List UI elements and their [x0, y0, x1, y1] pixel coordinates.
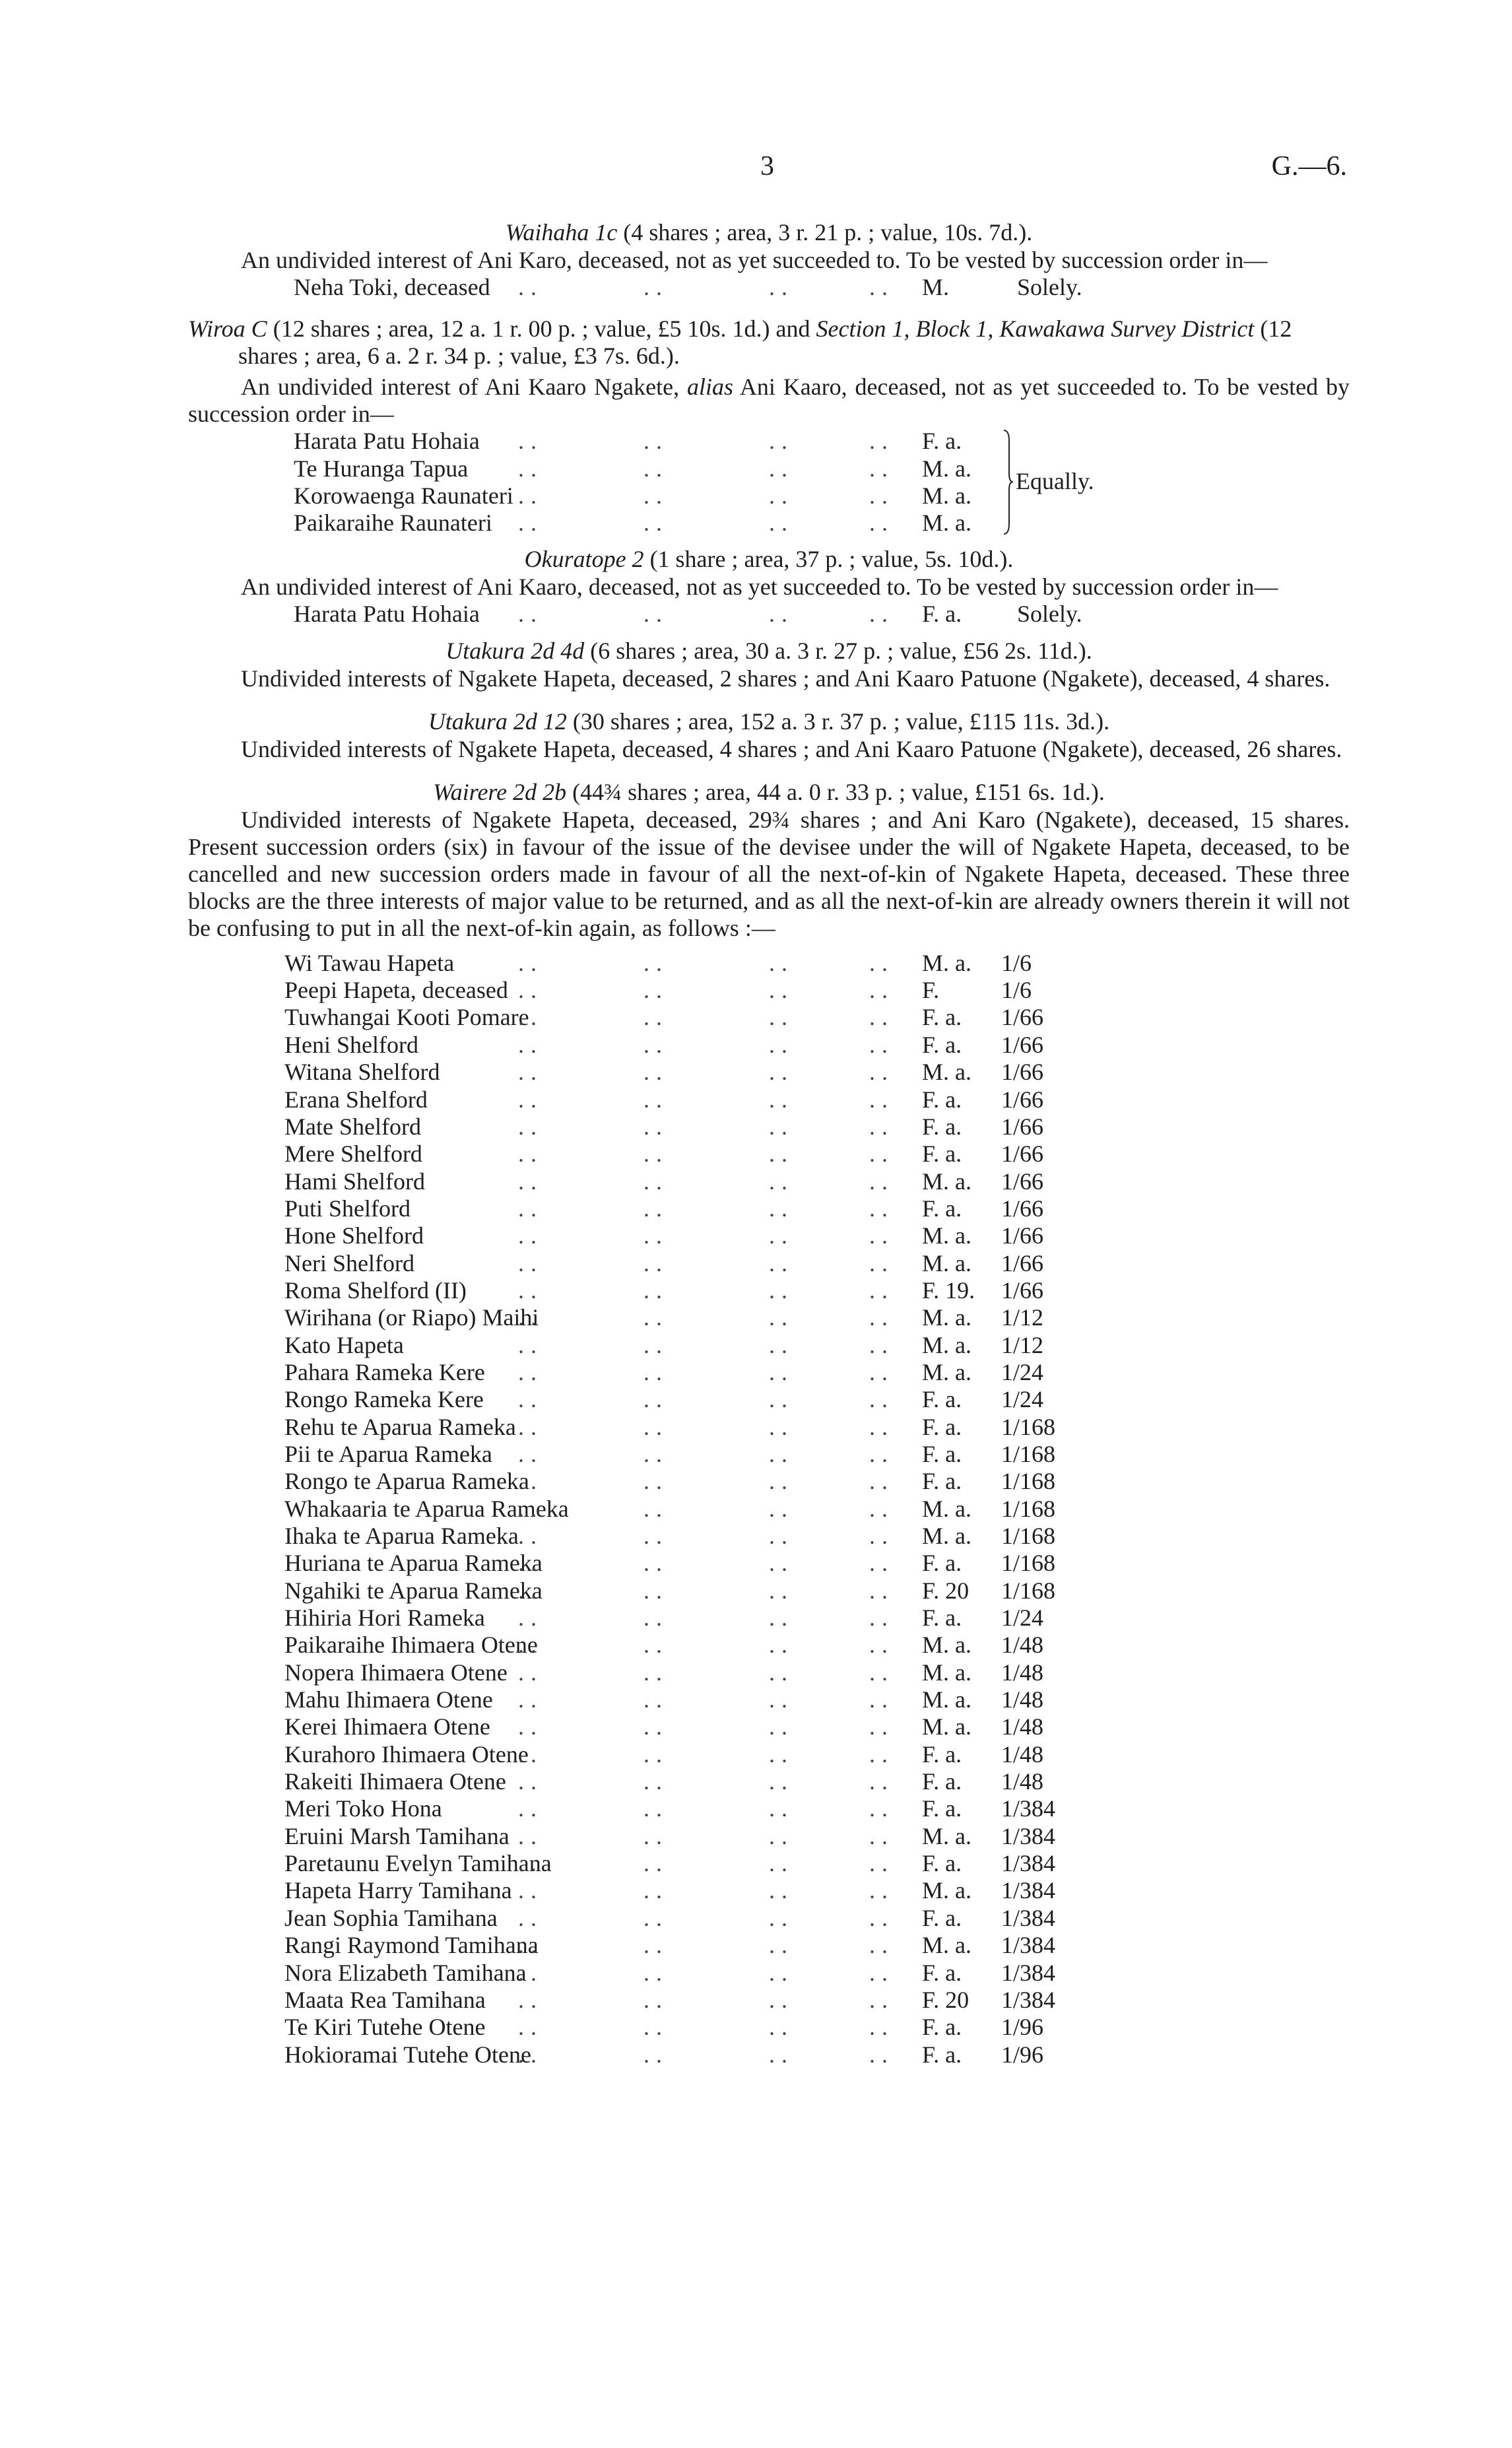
leader-dots: .. .. .. ..: [518, 1413, 894, 1440]
utakura-4d-text: Undivided interests of Ngakete Hapeta, deceased, 2 shares ; and Ani Kaaro Patuone (Ngakete), deceased, 4 shares.: [241, 665, 1331, 692]
kin-share: 1/384: [1001, 1932, 1056, 1959]
table-row: [188, 1659, 1350, 1686]
kin-share: 1/48: [1001, 1768, 1044, 1795]
kin-name: Ngahiki te Aparua Rameka: [284, 1577, 542, 1604]
kin-sex: M. a.: [922, 1495, 971, 1522]
kin-sex: F. a.: [922, 1740, 962, 1768]
table-row: [188, 1086, 1350, 1113]
kin-sex: F. a.: [922, 1195, 962, 1222]
kin-name: Ihaka te Aparua Rameka: [284, 1523, 519, 1549]
kin-name: Nora Elizabeth Tamihana: [284, 1959, 527, 1986]
kin-name: Neri Shelford: [284, 1249, 414, 1276]
kin-sex: F. a.: [922, 1141, 962, 1168]
kin-share: 1/66: [1001, 1249, 1044, 1276]
kin-name: Erana Shelford: [284, 1086, 428, 1113]
block-name: Waihaha 1c: [505, 219, 618, 246]
table-row: [188, 1359, 1350, 1386]
leader-dots: .. .. .. ..: [518, 1904, 894, 1931]
wiroa-text-1: An undivided interest of Ani Kaaro Ngakete,: [241, 374, 687, 401]
successor-name: Te Huranga Tapua: [294, 455, 469, 482]
successor-sex: F. a.: [922, 428, 962, 455]
kin-name: Jean Sophia Tamihana: [284, 1904, 498, 1931]
kin-sex: F. a.: [922, 1904, 962, 1931]
kin-share: 1/66: [1001, 1168, 1044, 1195]
table-row: [188, 1468, 1350, 1495]
kin-share: 1/66: [1001, 1059, 1044, 1086]
leader-dots: .. .. .. ..: [518, 428, 894, 455]
kin-sex: F. a.: [922, 1850, 962, 1877]
kin-name: Te Kiri Tutehe Otene: [284, 2014, 486, 2041]
share-note: Equally.: [1016, 468, 1094, 495]
okuratope-heading: [188, 545, 1350, 574]
kin-sex: M. a.: [922, 1713, 971, 1740]
table-row: [188, 1004, 1350, 1031]
table-row: [188, 1850, 1350, 1877]
kin-sex: F. a.: [922, 1113, 962, 1140]
kin-share: 1/12: [1001, 1331, 1044, 1358]
kin-name: Kato Hapeta: [284, 1331, 404, 1358]
table-row: [188, 950, 1350, 977]
kin-share: 1/24: [1001, 1386, 1044, 1413]
kin-name: Hokioramai Tutehe Otene: [284, 2041, 531, 2068]
table-row: [188, 1304, 1350, 1331]
leader-dots: .. .. .. ..: [518, 455, 894, 482]
kin-share: 1/48: [1001, 1632, 1044, 1659]
kin-sex: F. a.: [922, 1468, 962, 1495]
kin-name: Pahara Rameka Kere: [284, 1358, 485, 1385]
block-details: (44¾ shares ; area, 44 a. 0 r. 33 p. ; value, £151 6s. 1d.).: [566, 778, 1105, 805]
page-number: 3: [760, 151, 774, 182]
successor-name: Harata Patu Hohaia: [294, 428, 480, 455]
table-row: [188, 1141, 1350, 1168]
kin-share: 1/12: [1001, 1304, 1044, 1331]
kin-sex: F. a.: [922, 1004, 962, 1031]
table-row: [188, 2041, 1350, 2068]
wiroa-text-2: Ani Kaaro, deceased, not as yet succeeded to. To be vested by succession order in—: [188, 374, 1350, 428]
kin-name: Mere Shelford: [284, 1141, 422, 1168]
kin-share: 1/48: [1001, 1686, 1044, 1713]
successor-row: [188, 274, 1350, 301]
table-row: [188, 1987, 1350, 2014]
kin-sex: M. a.: [922, 1659, 971, 1686]
kin-sex: M. a.: [922, 1222, 971, 1249]
table-row: [188, 1795, 1350, 1822]
table-row: [188, 1523, 1350, 1550]
kin-sex: F. a.: [922, 1959, 962, 1986]
successor-row: [188, 510, 1350, 537]
kin-share: 1/384: [1001, 1877, 1056, 1904]
table-row: [188, 1604, 1350, 1632]
kin-share: 1/6: [1001, 949, 1032, 976]
successor-sex: F. a.: [922, 601, 962, 628]
kin-name: Kurahoro Ihimaera Otene: [284, 1740, 529, 1768]
successor-share: Solely.: [1017, 274, 1082, 300]
table-row: [188, 1168, 1350, 1195]
leader-dots: .. .. .. ..: [518, 1604, 894, 1632]
table-row: [188, 1632, 1350, 1659]
kin-sex: M. a.: [922, 1304, 971, 1331]
successor-sex: M. a.: [922, 482, 971, 509]
kin-share: 1/66: [1001, 1276, 1044, 1304]
leader-dots: .. .. .. ..: [518, 1986, 894, 2013]
leader-dots: .. .. .. ..: [518, 2014, 894, 2041]
kin-name: Hami Shelford: [284, 1168, 425, 1195]
leader-dots: .. .. .. ..: [518, 1713, 894, 1740]
kin-share: 1/384: [1001, 1850, 1056, 1877]
kin-name: Eruini Marsh Tamihana: [284, 1822, 509, 1849]
kin-sex: M. a.: [922, 1877, 971, 1904]
kin-share: 1/384: [1001, 1959, 1056, 1986]
next-of-kin-list: [188, 950, 1350, 2068]
leader-dots: .. .. .. ..: [518, 1632, 894, 1659]
table-row: [188, 1686, 1350, 1713]
kin-share: 1/168: [1001, 1413, 1056, 1440]
kin-share: 1/168: [1001, 1495, 1056, 1522]
kin-name: Meri Toko Hona: [284, 1795, 442, 1822]
leader-dots: .. .. .. ..: [518, 1822, 894, 1849]
kin-share: 1/168: [1001, 1577, 1056, 1604]
kin-name: Puti Shelford: [284, 1195, 411, 1222]
leader-dots: .. .. .. ..: [518, 510, 894, 537]
leader-dots: .. .. .. ..: [518, 1386, 894, 1413]
table-row: [188, 1577, 1350, 1604]
table-row: [188, 1250, 1350, 1277]
block-details: (1 share ; area, 37 p. ; value, 5s. 10d.).: [643, 546, 1014, 573]
kin-sex: F. 19.: [922, 1276, 975, 1304]
successor-row: [188, 601, 1350, 628]
kin-share: 1/168: [1001, 1523, 1056, 1549]
kin-sex: F. a.: [922, 1031, 962, 1058]
kin-sex: M. a.: [922, 1331, 971, 1358]
kin-name: Rongo Rameka Kere: [284, 1386, 484, 1413]
kin-share: 1/66: [1001, 1086, 1044, 1113]
kin-name: Paretaunu Evelyn Tamihana: [284, 1850, 552, 1877]
table-row: [188, 1113, 1350, 1141]
kin-share: 1/168: [1001, 1440, 1056, 1467]
kin-share: 1/48: [1001, 1740, 1044, 1768]
table-row: [188, 1550, 1350, 1577]
leader-dots: .. .. .. ..: [518, 1249, 894, 1276]
kin-sex: F. a.: [922, 1604, 962, 1632]
kin-name: Witana Shelford: [284, 1059, 440, 1086]
kin-sex: M. a.: [922, 1523, 971, 1549]
kin-name: Roma Shelford (II): [284, 1276, 467, 1304]
kin-name: Kerei Ihimaera Otene: [284, 1713, 490, 1740]
table-row: [188, 1823, 1350, 1850]
okuratope-text: An undivided interest of Ani Kaaro, deceased, not as yet succeeded to. To be vested by succession order in—: [241, 574, 1278, 601]
kin-share: 1/168: [1001, 1550, 1056, 1577]
kin-share: 1/48: [1001, 1659, 1044, 1686]
waihaha-heading: [188, 218, 1350, 247]
kin-sex: F. 20: [922, 1577, 970, 1604]
kin-name: Whakaaria te Aparua Rameka: [284, 1495, 569, 1522]
leader-dots: .. .. .. ..: [518, 1195, 894, 1222]
wiroa-text: [188, 374, 1350, 428]
kin-sex: M. a.: [922, 1168, 971, 1195]
kin-share: 1/96: [1001, 2014, 1044, 2041]
successor-name: Neha Toki, deceased: [294, 274, 490, 300]
kin-share: 1/66: [1001, 1031, 1044, 1058]
leader-dots: .. .. .. ..: [518, 1932, 894, 1959]
kin-sex: M. a.: [922, 1822, 971, 1849]
kin-sex: F. a.: [922, 2041, 962, 2068]
kin-share: 1/66: [1001, 1113, 1044, 1140]
leader-dots: .. .. .. ..: [518, 1877, 894, 1904]
leader-dots: .. .. .. ..: [518, 2041, 894, 2068]
kin-name: Rongo te Aparua Rameka: [284, 1468, 529, 1495]
kin-name: Tuwhangai Kooti Pomare: [284, 1004, 529, 1031]
kin-sex: F. 20: [922, 1986, 970, 2013]
successor-row: [188, 482, 1350, 510]
block-details-2: (12 shares ; area, 6 a. 2 r. 34 p. ; value, £3 7s. 6d.).: [238, 315, 1292, 370]
leader-dots: .. .. .. ..: [518, 949, 894, 976]
leader-dots: .. .. .. ..: [518, 1468, 894, 1495]
leader-dots: .. .. .. ..: [518, 1959, 894, 1986]
leader-dots: .. .. .. ..: [518, 1276, 894, 1304]
table-row: [188, 1195, 1350, 1222]
leader-dots: .. .. .. ..: [518, 1440, 894, 1467]
leader-dots: .. .. .. ..: [518, 1168, 894, 1195]
block-details: (6 shares ; area, 30 a. 3 r. 27 p. ; value, £56 2s. 11d.).: [584, 637, 1092, 664]
table-row: [188, 1059, 1350, 1086]
successor-name: Korowaenga Raunateri: [294, 482, 513, 509]
kin-share: 1/384: [1001, 1795, 1056, 1822]
block-name: Utakura 2d 12: [428, 708, 567, 735]
document-reference: G.—6.: [1271, 151, 1347, 182]
table-row: [188, 1741, 1350, 1768]
table-row: [188, 1414, 1350, 1441]
kin-name: Hihiria Hori Rameka: [284, 1604, 485, 1632]
kin-sex: M. a.: [922, 1632, 971, 1659]
kin-sex: F. a.: [922, 1440, 962, 1467]
table-row: [188, 1332, 1350, 1359]
kin-share: 1/96: [1001, 2041, 1044, 2068]
kin-name: Paikaraihe Ihimaera Otene: [284, 1632, 538, 1659]
kin-share: 1/384: [1001, 1822, 1056, 1849]
page-header: [0, 150, 1512, 190]
kin-share: 1/24: [1001, 1358, 1044, 1385]
wairere-text: Undivided interests of Ngakete Hapeta, deceased, 29¾ shares ; and Ani Karo (Ngakete), deceased, 15 shares. Present succession orders (six) in favour of the issue of the devisee under the will of Ngakete Hapeta, deceased, to be cancelled and new succession orders made in favour of all the next-of-kin of Ngakete Hapeta, deceased. These three blocks are the three interests of major value to be returned, and as all the next-of-kin are already owners therein it will not be confusing to put in all the next-of-kin again, as follows :—: [188, 806, 1350, 941]
leader-dots: .. .. .. ..: [518, 1795, 894, 1822]
block-name: Okuratope 2: [524, 546, 644, 573]
kin-share: 1/66: [1001, 1004, 1044, 1031]
leader-dots: .. .. .. ..: [518, 1659, 894, 1686]
kin-name: Maata Rea Tamihana: [284, 1986, 486, 2013]
table-row: [188, 1222, 1350, 1249]
kin-sex: F.: [922, 977, 940, 1004]
brace-symbol: [1003, 428, 1013, 537]
kin-share: 1/66: [1001, 1222, 1044, 1249]
leader-dots: .. .. .. ..: [518, 1495, 894, 1522]
successor-name: Harata Patu Hohaia: [294, 601, 480, 628]
wairere-heading: [188, 777, 1350, 807]
leader-dots: .. .. .. ..: [518, 601, 894, 628]
leader-dots: .. .. .. ..: [518, 1304, 894, 1331]
table-row: [188, 1441, 1350, 1468]
table-row: [188, 1877, 1350, 1904]
wiroa-heading: [188, 315, 1350, 370]
utakura-4d-heading: [188, 636, 1350, 665]
kin-name: Heni Shelford: [284, 1031, 418, 1058]
successor-row: [188, 455, 1350, 482]
block-details: (12 shares ; area, 12 a. 1 r. 00 p. ; value, £5 10s. 1d.) and: [267, 315, 816, 343]
table-row: [188, 1277, 1350, 1304]
leader-dots: .. .. .. ..: [518, 1059, 894, 1086]
kin-name: Wirihana (or Riapo) Maihi: [284, 1304, 539, 1331]
kin-sex: F. a.: [922, 1386, 962, 1413]
leader-dots: .. .. .. ..: [518, 1031, 894, 1058]
leader-dots: .. .. .. ..: [518, 1004, 894, 1031]
kin-name: Rangi Raymond Tamihana: [284, 1932, 539, 1959]
wiroa-successors: [188, 428, 1350, 537]
utakura-12-text: Undivided interests of Ngakete Hapeta, deceased, 4 shares ; and Ani Kaaro Patuone (Ngakete), deceased, 26 shares.: [241, 735, 1342, 762]
alias-word: alias: [686, 374, 733, 401]
leader-dots: .. .. .. ..: [518, 1550, 894, 1577]
leader-dots: .. .. .. ..: [518, 1222, 894, 1249]
kin-sex: M. a.: [922, 949, 971, 976]
kin-name: Wi Tawau Hapeta: [284, 949, 455, 976]
leader-dots: .. .. .. ..: [518, 1113, 894, 1140]
table-row: [188, 2014, 1350, 2041]
kin-sex: F. a.: [922, 1795, 962, 1822]
table-row: [188, 977, 1350, 1004]
leader-dots: .. .. .. ..: [518, 1331, 894, 1358]
kin-sex: M. a.: [922, 1358, 971, 1385]
kin-name: Hone Shelford: [284, 1222, 424, 1249]
leader-dots: .. .. .. ..: [518, 1768, 894, 1795]
kin-name: Nopera Ihimaera Otene: [284, 1659, 508, 1686]
kin-name: Pii te Aparua Rameka: [284, 1440, 492, 1467]
kin-name: Rakeiti Ihimaera Otene: [284, 1768, 506, 1795]
leader-dots: .. .. .. ..: [518, 1740, 894, 1768]
successor-sex: M.: [922, 274, 950, 300]
waihaha-text: An undivided interest of Ani Karo, deceased, not as yet succeeded to. To be vested by succession order in—: [241, 247, 1268, 273]
kin-sex: F. a.: [922, 1086, 962, 1113]
block-name: Wairere 2d 2b: [433, 778, 567, 805]
table-row: [188, 1960, 1350, 1987]
kin-sex: F. a.: [922, 1768, 962, 1795]
kin-share: 1/66: [1001, 1141, 1044, 1168]
kin-sex: F. a.: [922, 1550, 962, 1577]
block-details: (30 shares ; area, 152 a. 3 r. 37 p. ; value, £115 11s. 3d.).: [566, 708, 1110, 735]
leader-dots: .. .. .. ..: [518, 1850, 894, 1877]
kin-name: Rehu te Aparua Rameka: [284, 1413, 516, 1440]
kin-name: Peepi Hapeta, deceased: [284, 977, 508, 1004]
leader-dots: .. .. .. ..: [518, 1523, 894, 1549]
successor-share: Solely.: [1017, 601, 1082, 628]
kin-sex: M. a.: [922, 1059, 971, 1086]
leader-dots: .. .. .. ..: [518, 1358, 894, 1385]
table-row: [188, 1496, 1350, 1523]
document-body: [188, 218, 1350, 2068]
successor-row: [188, 428, 1350, 455]
block-details: (4 shares ; area, 3 r. 21 p. ; value, 10s. 7d.).: [617, 219, 1033, 246]
leader-dots: .. .. .. ..: [518, 274, 894, 300]
table-row: [188, 1713, 1350, 1740]
successor-name: Paikaraihe Raunateri: [294, 510, 492, 537]
leader-dots: .. .. .. ..: [518, 977, 894, 1004]
leader-dots: .. .. .. ..: [518, 482, 894, 509]
block-name: Wiroa C: [188, 315, 267, 343]
kin-share: 1/24: [1001, 1604, 1044, 1632]
kin-sex: F. a.: [922, 2014, 962, 2041]
kin-share: 1/48: [1001, 1713, 1044, 1740]
leader-dots: .. .. .. ..: [518, 1141, 894, 1168]
kin-sex: M. a.: [922, 1686, 971, 1713]
kin-sex: F. a.: [922, 1413, 962, 1440]
table-row: [188, 1932, 1350, 1959]
kin-name: Hapeta Harry Tamihana: [284, 1877, 512, 1904]
leader-dots: .. .. .. ..: [518, 1086, 894, 1113]
successor-sex: M. a.: [922, 455, 971, 482]
kin-share: 1/6: [1001, 977, 1032, 1004]
kin-name: Mate Shelford: [284, 1113, 421, 1140]
leader-dots: .. .. .. ..: [518, 1577, 894, 1604]
leader-dots: .. .. .. ..: [518, 1686, 894, 1713]
kin-sex: M. a.: [922, 1932, 971, 1959]
block-name: Utakura 2d 4d: [445, 637, 585, 664]
utakura-12-heading: [188, 707, 1350, 736]
table-row: [188, 1032, 1350, 1059]
successor-sex: M. a.: [922, 510, 971, 537]
table-row: [188, 1905, 1350, 1932]
kin-sex: M. a.: [922, 1249, 971, 1276]
table-row: [188, 1386, 1350, 1413]
block-name-2: Section 1, Block 1, Kawakawa Survey District: [816, 315, 1255, 343]
kin-share: 1/384: [1001, 1986, 1056, 2013]
kin-share: 1/168: [1001, 1468, 1056, 1495]
kin-share: 1/66: [1001, 1195, 1044, 1222]
table-row: [188, 1768, 1350, 1795]
kin-name: Mahu Ihimaera Otene: [284, 1686, 493, 1713]
kin-share: 1/384: [1001, 1904, 1056, 1931]
kin-name: Huriana te Aparua Rameka: [284, 1550, 542, 1577]
